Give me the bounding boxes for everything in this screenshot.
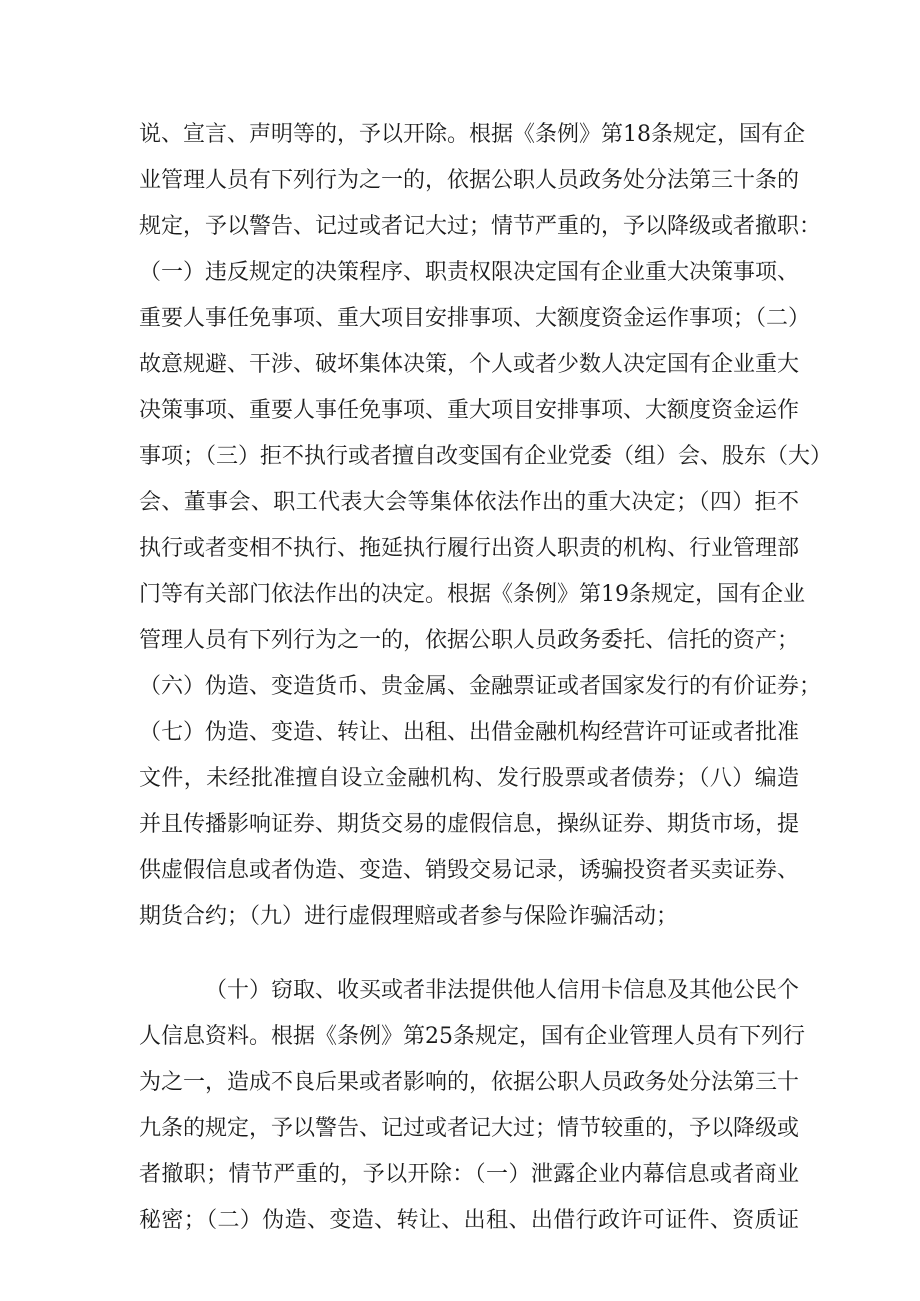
text-line: 规定，予以警告、记过或者记大过；情节严重的，予以降级或者撤职：	[139, 214, 822, 239]
document-body	[139, 112, 833, 1244]
text-line: 门等有关部门依法作出的决定。根据《条例》第19条规定，国有企业	[139, 582, 805, 607]
text-line: 会、董事会、职工代表大会等集体依法作出的重大决定；（四）拒不	[139, 490, 799, 515]
text-line: 并且传播影响证券、期货交易的虚假信息，操纵证券、期货市场，提	[139, 812, 800, 837]
text-line: 说、宣言、声明等的，予以开除。根据《条例》第18条规定，国有企	[139, 122, 805, 147]
text-line: 人信息资料。根据《条例》第25条规定，国有企业管理人员有下列行	[139, 1024, 805, 1049]
paragraph-gap	[139, 940, 799, 968]
text-line: 执行或者变相不执行、拖延执行履行出资人职责的机构、行业管理部	[139, 536, 800, 561]
text-line: 文件，未经批准擅自设立金融机构、发行股票或者债券；（八）编造	[139, 766, 799, 791]
text-line: 为之一，造成不良后果或者影响的，依据公职人员政务处分法第三十	[139, 1070, 800, 1095]
text-line: 故意规避、干涉、破坏集体决策，个人或者少数人决定国有企业重大	[139, 352, 800, 377]
text-line: 秘密；（二）伪造、变造、转让、出租、出借行政许可证件、资质证	[139, 1208, 799, 1233]
text-line: （一）违反规定的决策程序、职责权限决定国有企业重大决策事项、	[139, 260, 800, 285]
text-line: 重要人事任免事项、重大项目安排事项、大额度资金运作事项；（二）	[139, 306, 811, 331]
paragraph-1	[139, 112, 833, 940]
text-line: 决策事项、重要人事任免事项、重大项目安排事项、大额度资金运作	[139, 398, 800, 423]
text-line: 者撤职；情节严重的，予以开除：（一）泄露企业内幕信息或者商业	[139, 1162, 799, 1187]
text-line: 九条的规定，予以警告、记过或者记大过；情节较重的，予以降级或	[139, 1116, 800, 1141]
text-line: （十）窃取、收买或者非法提供他人信用卡信息及其他公民个	[205, 978, 800, 1003]
text-line: （七）伪造、变造、转让、出租、出借金融机构经营许可证或者批准	[139, 720, 800, 745]
text-line: 供虚假信息或者伪造、变造、销毁交易记录，诱骗投资者买卖证券、	[139, 858, 800, 883]
text-line: 事项；（三）拒不执行或者擅自改变国有企业党委（组）会、股东（大）	[139, 444, 833, 469]
text-line: 业管理人员有下列行为之一的，依据公职人员政务处分法第三十条的	[139, 168, 800, 193]
text-line: 期货合约；（九）进行虚假理赔或者参与保险诈骗活动；	[139, 904, 679, 929]
paragraph-2	[139, 968, 805, 1244]
text-line: 管理人员有下列行为之一的，依据公职人员政务委托、信托的资产；	[139, 628, 800, 653]
text-line: （六）伪造、变造货币、贵金属、金融票证或者国家发行的有价证券；	[139, 674, 822, 699]
